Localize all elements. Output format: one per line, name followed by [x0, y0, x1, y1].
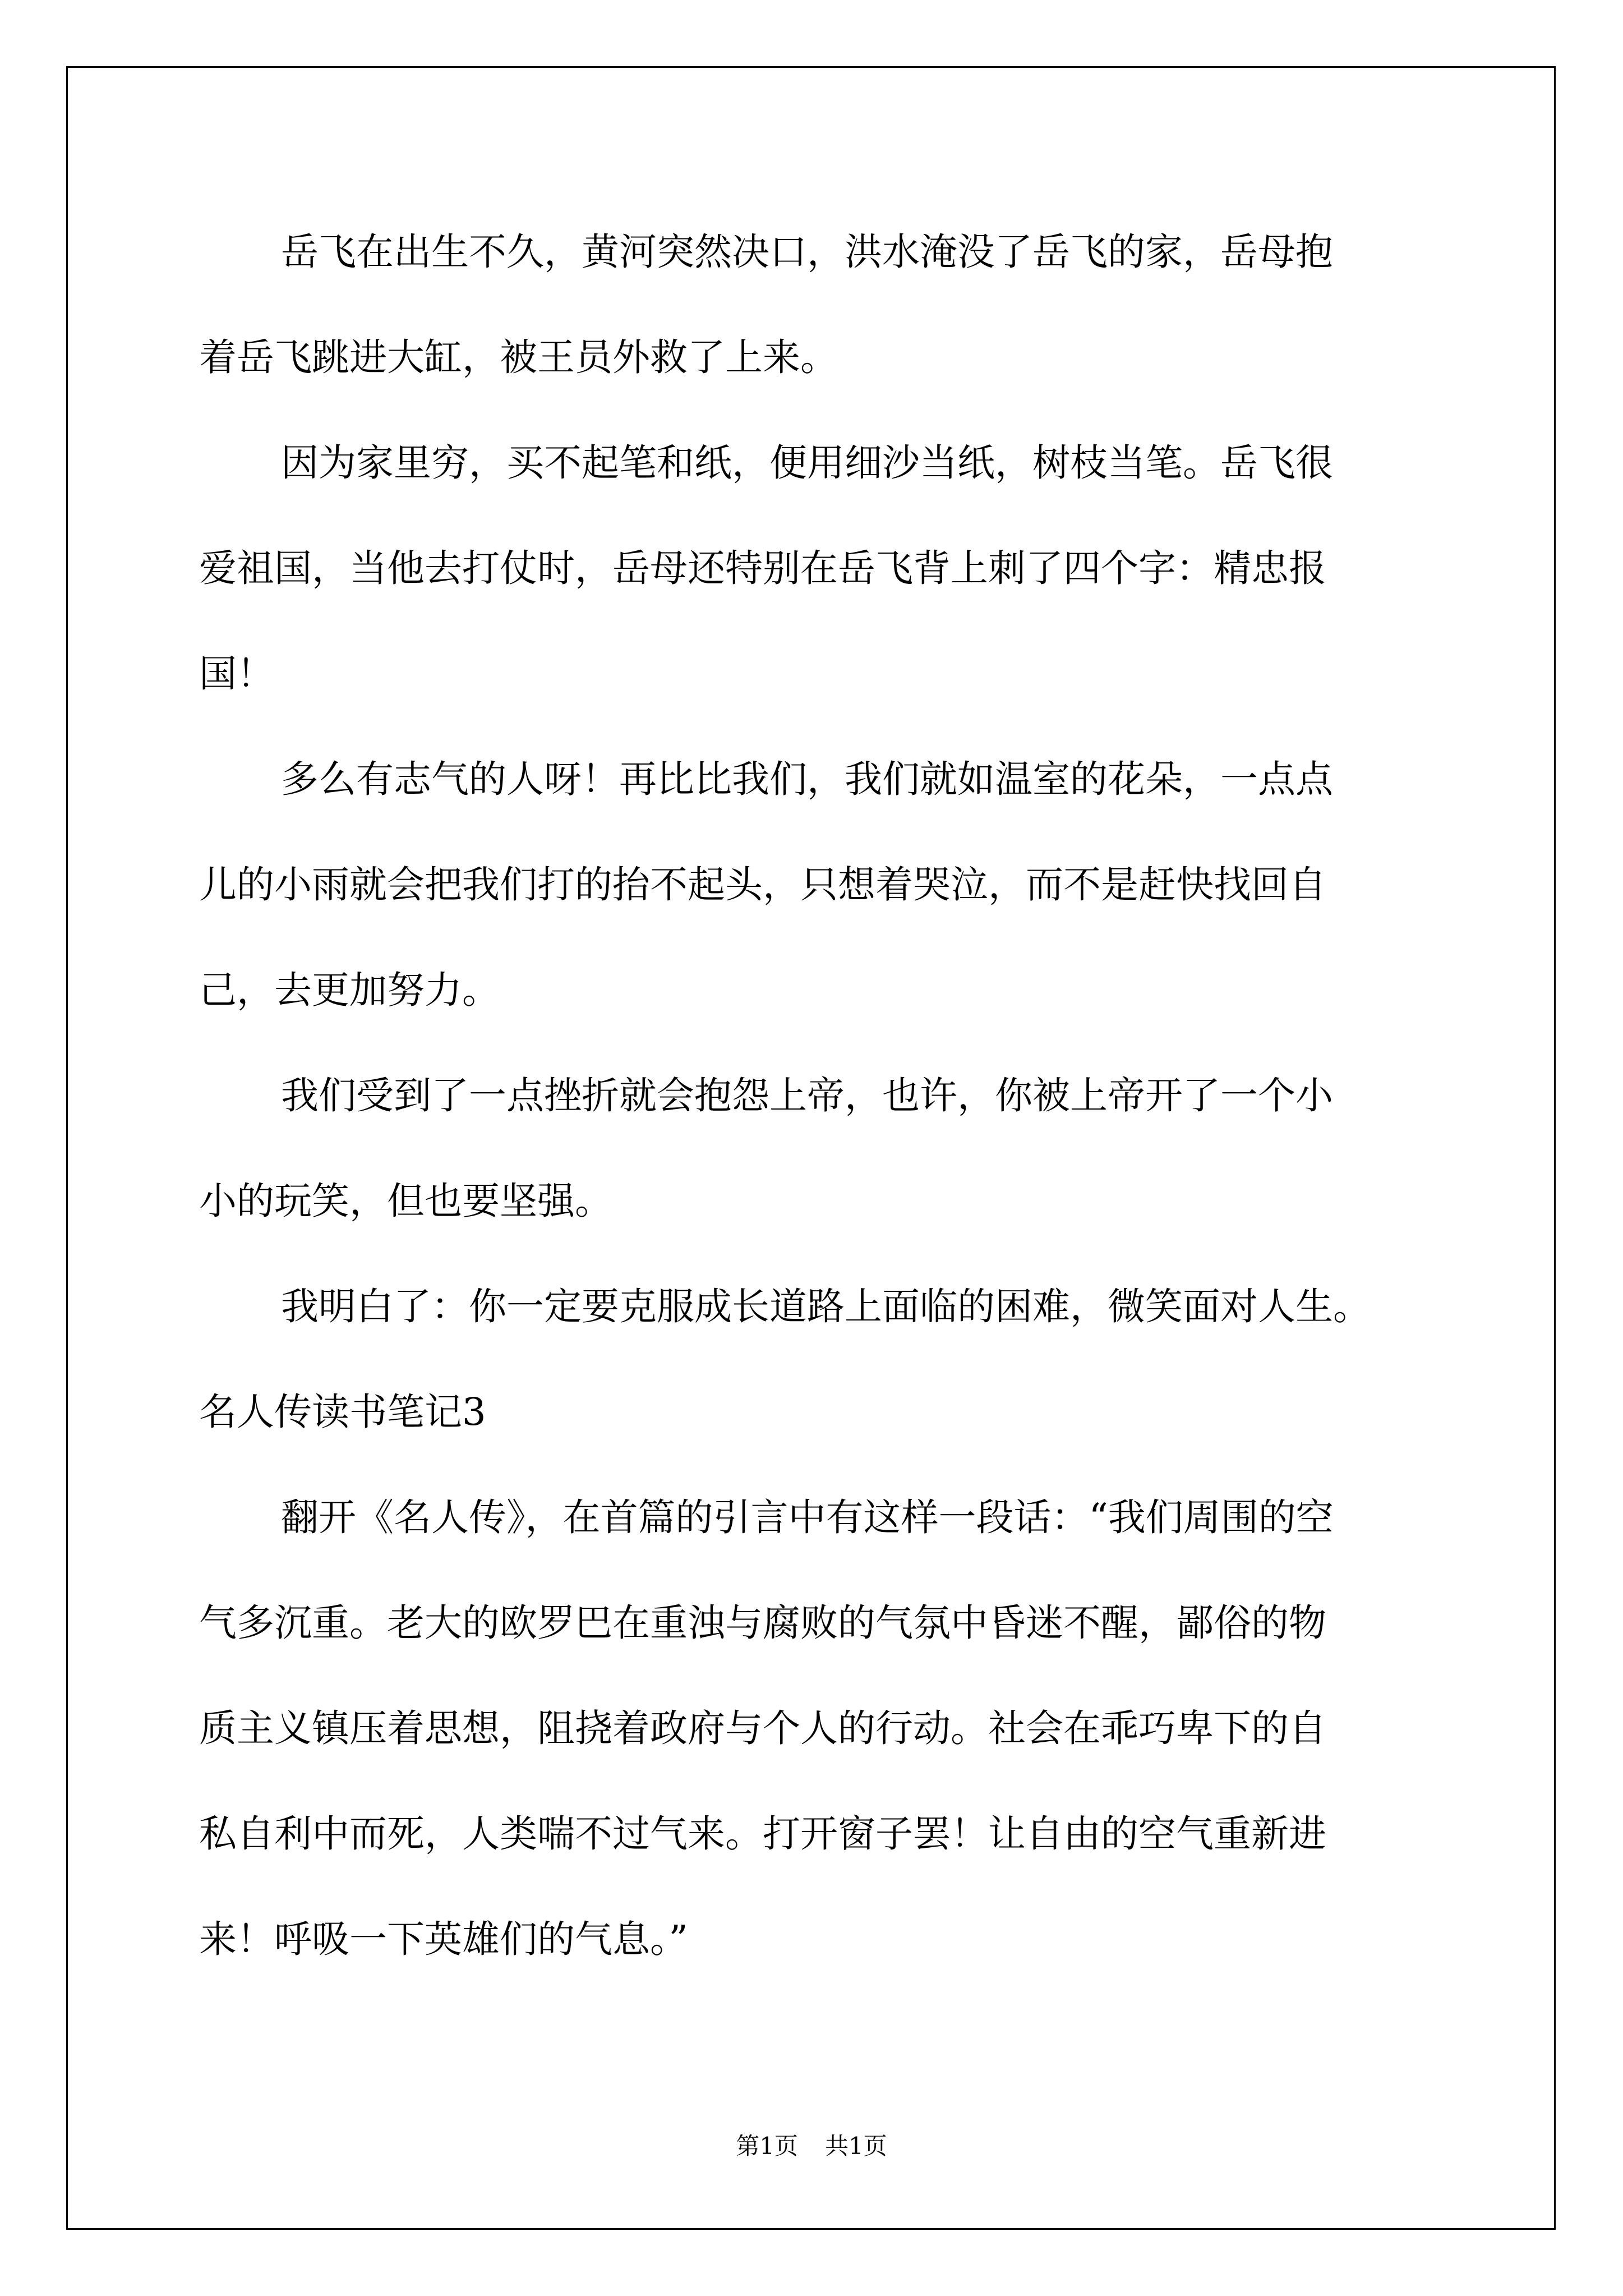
text-line: 翻开《名人传》，在首篇的引言中有这样一段话：“我们周围的空	[281, 1496, 1334, 1539]
text-line: 我们受到了一点挫折就会抱怨上帝，也许，你被上帝开了一个小	[281, 1074, 1333, 1117]
text-line: 来！呼吸一下英雄们的气息。”	[199, 1917, 688, 1961]
text-line: 气多沉重。老大的欧罗巴在重浊与腐败的气氛中昏迷不醒，鄙俗的物	[199, 1601, 1326, 1645]
text-line: 小的玩笑，但也要坚强。	[199, 1179, 612, 1223]
text-line: 儿的小雨就会把我们打的抬不起头，只想着哭泣，而不是赶快找回自	[199, 863, 1326, 907]
document-body	[199, 199, 1424, 1992]
text-line: 因为家里穷，买不起笔和纸，便用细沙当纸，树枝当笔。岳飞很	[281, 441, 1333, 485]
text-line: 爱祖国，当他去打仗时，岳母还特别在岳飞背上刺了四个字：精忠报	[199, 546, 1326, 590]
text-line: 国！	[199, 652, 274, 696]
text-line: 质主义镇压着思想，阻挠着政府与个人的行动。社会在乖巧卑下的自	[199, 1706, 1326, 1750]
text-line: 我明白了：你一定要克服成长道路上面临的困难，微笑面对人生。	[281, 1285, 1371, 1328]
text-line: 多么有志气的人呀！再比比我们，我们就如温室的花朵，一点点	[281, 757, 1333, 801]
text-line: 己，去更加努力。	[199, 968, 500, 1012]
text-line: 私自利中而死，人类喘不过气来。打开窗子罢！让自由的空气重新进	[199, 1812, 1326, 1856]
page-number-total: 共1页	[825, 2132, 887, 2160]
page-footer	[0, 2129, 1623, 2163]
section-heading: 名人传读书笔记3	[199, 1390, 486, 1434]
text-line: 岳飞在出生不久，黄河突然决口，洪水淹没了岳飞的家，岳母抱	[281, 230, 1333, 274]
page-number-current: 第1页	[736, 2132, 798, 2160]
text-line: 着岳飞跳进大缸，被王员外救了上来。	[199, 335, 838, 379]
